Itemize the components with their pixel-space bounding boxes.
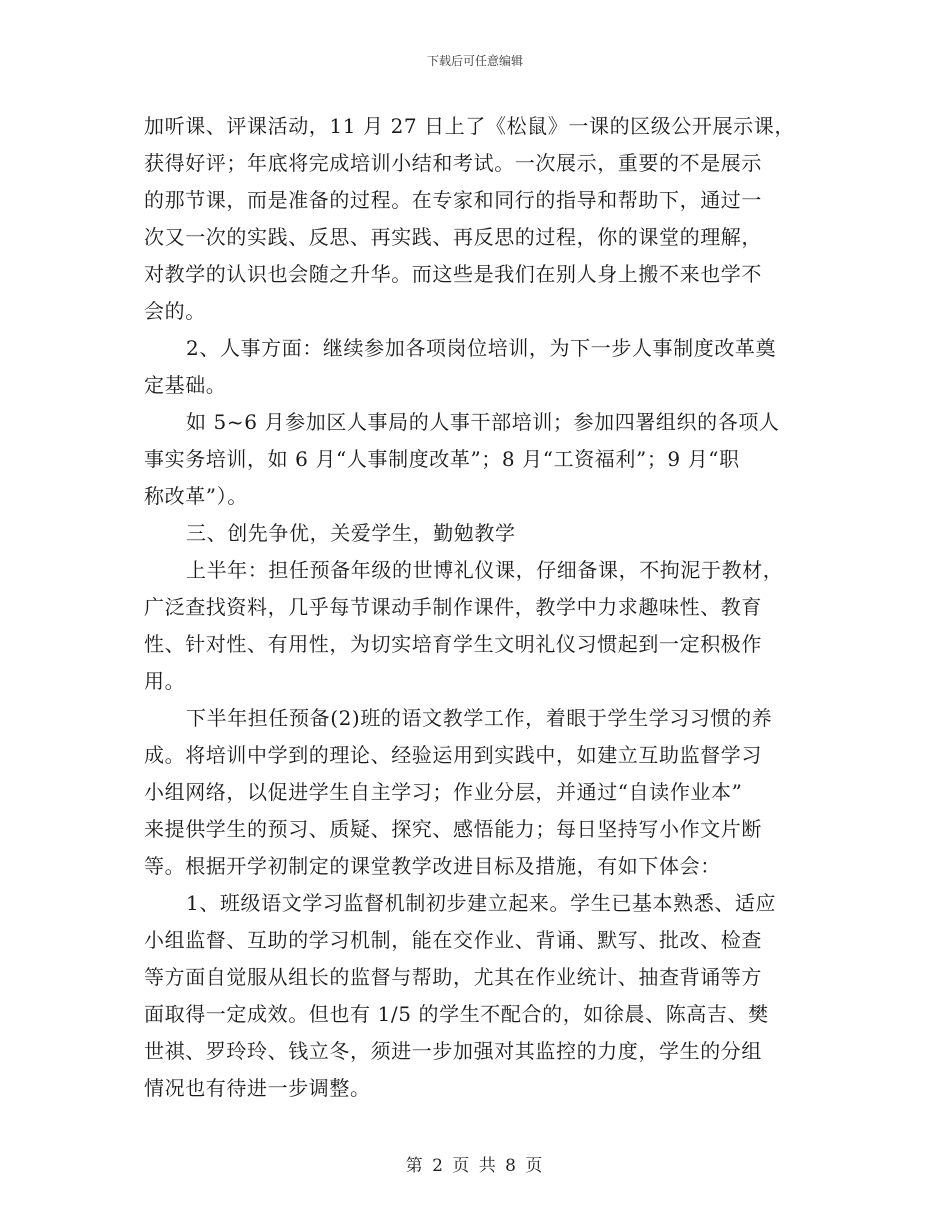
text-line: 如 5~6 月参加区人事局的人事干部培训；参加四署组织的各项人 [186, 410, 780, 434]
text-line: 用。 [144, 669, 186, 693]
section-heading: 三、创先争优，关爱学生，勤勉教学 [186, 521, 516, 545]
text-line: 上半年：担任预备年级的世博礼仪课，仔细备课，不拘泥于教材， [186, 558, 784, 582]
text-line: 次又一次的实践、反思、再实践、再反思的过程，你的课堂的理解， [144, 225, 762, 249]
page-number: 第 2 页 共 8 页 [405, 1156, 545, 1176]
text-line: 下半年担任预备(2)班的语文教学工作，着眼于学生学习习惯的养 [186, 706, 773, 730]
text-line: 情况也有待进一步调整。 [144, 1076, 371, 1100]
text-line: 来提供学生的预习、质疑、探究、感悟能力；每日坚持写小作文片断 [144, 817, 762, 841]
text-line: 成。将培训中学到的理论、经验运用到实践中，如建立互助监督学习 [144, 743, 762, 767]
text-line: 等方面自觉服从组长的监督与帮助，尤其在作业统计、抽查背诵等方 [144, 965, 762, 989]
document-body [144, 108, 804, 1107]
text-line: 面取得一定成效。但也有 1/5 的学生不配合的，如徐晨、陈高吉、樊 [144, 1002, 769, 1026]
page-header: 下载后可任意编辑 [426, 54, 523, 68]
text-line: 加听课、评课活动，11 月 27 日上了《松鼠》一课的区级公开展示课， [144, 114, 795, 138]
text-line: 事实务培训，如 6 月“人事制度改革”；8 月“工资福利”；9 月“职 [144, 447, 740, 471]
text-line: 对教学的认识也会随之升华。而这些是我们在别人身上搬不来也学不 [144, 262, 762, 286]
text-line: 的那节课，而是准备的过程。在专家和同行的指导和帮助下，通过一 [144, 188, 762, 212]
text-line: 世祺、罗玲玲、钱立冬，须进一步加强对其监控的力度，学生的分组 [144, 1039, 762, 1063]
text-line: 小组监督、互助的学习机制，能在交作业、背诵、默写、批改、检查 [144, 928, 762, 952]
text-line: 性、针对性、有用性，为切实培育学生文明礼仪习惯起到一定积极作 [144, 632, 762, 656]
text-line: 1、班级语文学习监督机制初步建立起来。学生已基本熟悉、适应 [186, 891, 777, 915]
text-line: 称改革”）。 [144, 484, 248, 508]
text-line: 等。根据开学初制定的课堂教学改进目标及措施，有如下体会： [144, 854, 721, 878]
text-line: 广泛查找资料，几乎每节课动手制作课件，教学中力求趣味性、教育 [144, 595, 762, 619]
text-line: 获得好评；年底将完成培训小结和考试。一次展示，重要的不是展示 [144, 151, 762, 175]
text-line: 定基础。 [144, 373, 227, 397]
text-line: 小组网络，以促进学生自主学习；作业分层，并通过“自读作业本” [144, 780, 743, 804]
text-line: 2、人事方面：继续参加各项岗位培训，为下一步人事制度改革奠 [186, 336, 777, 360]
text-line: 会的。 [144, 299, 206, 323]
